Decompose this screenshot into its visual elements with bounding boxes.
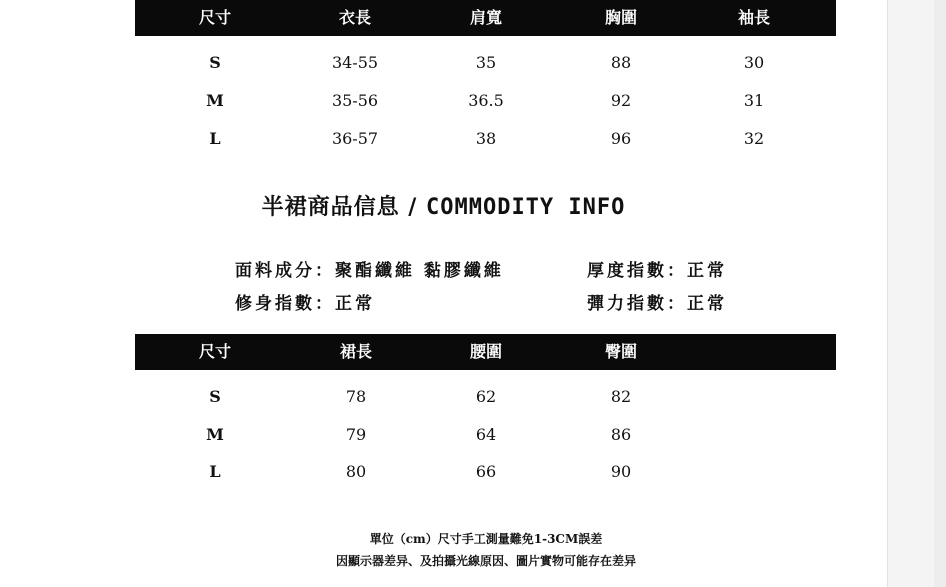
header-chest: 胸圍 <box>604 8 637 27</box>
table-cell: 96 <box>610 129 632 148</box>
table-cell: L <box>209 129 221 148</box>
section-title-en: COMMODITY INFO <box>425 195 626 220</box>
table-cell: 79 <box>345 425 367 444</box>
table-cell: 66 <box>475 462 497 481</box>
footer-note-display: 因顯示器差异、及拍攝光線原因、圖片實物可能存在差异 <box>335 554 636 568</box>
top-table-header <box>135 0 836 36</box>
header-sleeve: 袖長 <box>737 8 770 27</box>
table-cell: 36.5 <box>468 91 504 110</box>
table-cell: S <box>209 387 221 406</box>
table-cell: 92 <box>610 91 632 110</box>
header-length: 衣長 <box>338 8 371 27</box>
header-skirt-length: 裙長 <box>339 342 372 361</box>
table-cell: M <box>206 425 224 444</box>
table-cell: 35 <box>475 53 497 72</box>
table-cell: 80 <box>345 462 367 481</box>
fit-attribute: 修身指數：正常 <box>235 294 375 314</box>
header-size: 尺寸 <box>198 342 231 361</box>
table-cell: 34-55 <box>331 53 379 72</box>
table-cell: S <box>209 53 221 72</box>
fabric-attribute: 面料成分：聚酯纖維 黏膠纖維 <box>235 261 504 281</box>
section-title-cn: 半裙商品信息 <box>261 194 400 220</box>
header-size: 尺寸 <box>198 8 231 27</box>
table-cell: 64 <box>475 425 497 444</box>
header-hip: 臀圍 <box>604 342 637 361</box>
footer-note-units: 單位（cm）尺寸手工測量難免1-3CM誤差 <box>369 532 603 546</box>
table-cell: 35-56 <box>331 91 379 110</box>
header-shoulder: 肩寬 <box>469 8 502 27</box>
bottom-table-header <box>135 334 836 370</box>
table-cell: 78 <box>345 387 367 406</box>
table-cell: 38 <box>475 129 497 148</box>
section-title-sep: / <box>399 194 426 220</box>
table-cell: 90 <box>610 462 632 481</box>
table-cell: 32 <box>743 129 765 148</box>
table-cell: 36-57 <box>331 129 379 148</box>
thickness-attribute: 厚度指數：正常 <box>587 261 727 281</box>
table-cell: L <box>209 462 221 481</box>
section-title <box>0 190 887 221</box>
table-cell: 62 <box>475 387 497 406</box>
table-cell: 88 <box>610 53 632 72</box>
header-waist: 腰圍 <box>469 342 502 361</box>
table-cell: 86 <box>610 425 632 444</box>
table-cell: 30 <box>743 53 765 72</box>
table-cell: M <box>206 91 224 110</box>
elasticity-attribute: 彈力指數：正常 <box>587 294 727 314</box>
table-cell: 31 <box>743 91 765 110</box>
table-cell: 82 <box>610 387 632 406</box>
scrollbar[interactable] <box>934 0 946 587</box>
